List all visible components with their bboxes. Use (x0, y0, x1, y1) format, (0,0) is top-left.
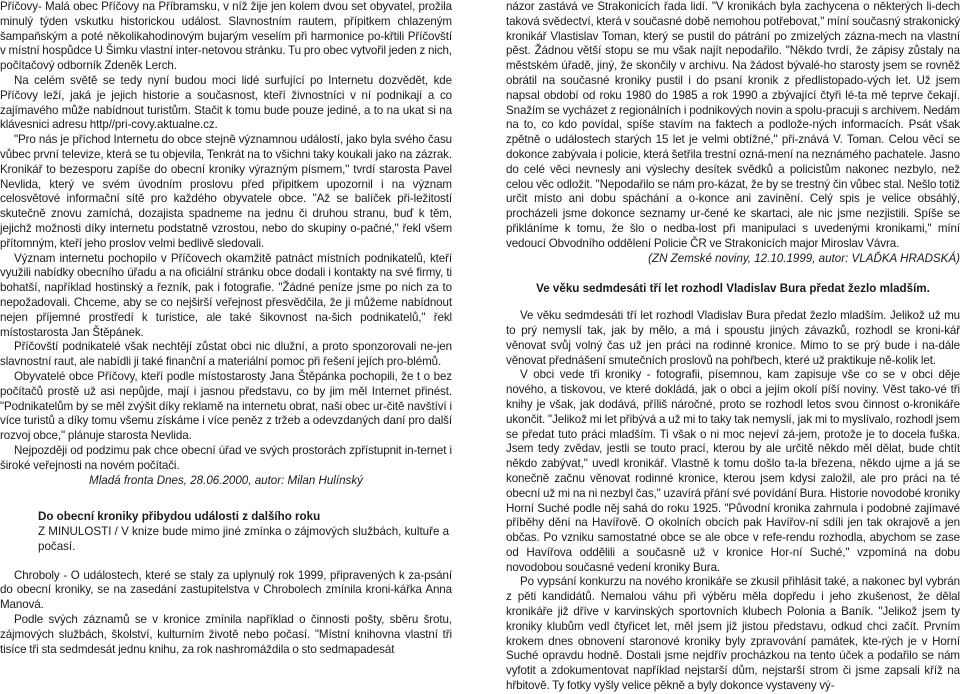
article-paragraph: Příčovští podnikatelé však nechtějí zůstat obci nic dlužní, a proto sponzorovali ne-jen slavnostní raut, ale nabídli ji také finanční a materiální pomoc při řešení jejích pro-blémů. (0, 340, 452, 369)
article-paragraph: Ve věku sedmdesáti tří let rozhodl Vladislav Bura předat žezlo mladším. Jelikož už mu to prý nemyslí tak, jak by mělo, a má i spoustu jiných závazků, rozhodl se kroni-kář věnovat svůj volný čas už jen práci na rodinné kronice. Mimo to se prý bude i na-dále věnovat přednášení smutečních proslovů na pohřbech, které už praktikuje ně-kolik let. (506, 309, 960, 367)
article-paragraph: Na celém světě se tedy nyní budou moci lidé surfující po Internetu dozvědět, kde Příčovy leží, jaká je jejich historie a současnost, kteří živnostníci v ní podnikají a co zajímavého může nabídnout turistům. Stačit k tomu bude pouze jediné, a to na ukat si na klávesnici adresu http//pri-covy.aktualne.cz. (0, 73, 452, 132)
section-title: Do obecní kroniky přibydou události z dalšího roku (38, 510, 321, 524)
article-signature: (ZN Zemské noviny, 12.10.1999, autor: VLAĎKA HRADSKÁ) (648, 251, 960, 265)
article-paragraph: "Pro nás je příchod Internetu do obce stejně významnou událostí, jako byla svého času vůbec první televize, která se tu objevila, Tenkrát na to všichni taky koukali jako na zázrak. Kronikář to bezesporu zapíše do obecní kroniky výrazným písmem," tvrdí starosta Pavel Nevlida, který ve svém úvodním proslovu před připitkem upozornil i na význam celosvětové informační sítě pro každého obyvatele obce. "Až se balíček při-ležitostí skutečně znovu zamíchá, dozajista spadneme na jednu či druhou stranu, buď k těm, jejichž možnosti díky internetu podstatně vzrostou, nebo do skupiny o-pačné," řekl všem přítomným, kteří jeho proslov velmi bedlivě sledovali. (0, 133, 452, 250)
left-column (0, 0, 452, 657)
article-paragraph: Obyvatelé obce Příčovy, kteří podle místostarosty Jana Štěpánka pochopili, že t o bez počítačů prostě už asi nepůjde, mají i jasnou představu, co by jim měl Internet přinést. "Podnikatelům by se měl zvýšit díky reklamě na internetu obrat, naši obec ur-čitě navštíví i více turistů a díky tomu všemu získáme i více peněz z tržeb a odevzdaných daní pro další rozvoj obce," plánuje starosta Nevlida. (0, 369, 452, 443)
right-column (506, 0, 960, 694)
article-paragraph: Po vypsání konkurzu na nového kronikáře se zkusil přihlásit také, a nakonec byl vybrán z pěti kandidátů. Nemalou váhu při výběru měla dopředu i jeho zkušenost, že dělal kronikáře již dříve v karvinských sportovních klubech Polonia a Baník. "Jelikož jsem ty kroniky klubům vedl čtyřicet let, měl jsem již jistou představu, odkud chci začít. Prvním krokem dnes obnovení staronové kroniky byly zpravování památek, kte-rých je v Horní Suché opravdu hodně. Dostali jsme nejdřív procházkou na tento úček a podařilo se nám vyfotit a zdokumentovat například nejstarší dům, nejstarší strom či jsme zapsali kříž na hřbitově. Ty fotky vyšly velice pěkně a byly dokonce vystaveny vý- (506, 575, 960, 693)
article-paragraph: V obci vede tři kroniky - fotografii, písemnou, kam zapisuje vše co se v obci děje nového, a tiskovou, ve které dokládá, jak o obci a jejím okolí píší noviny. Věst tako-vé tři knihy je však, jak dodává, příliš náročné, proto se rozhodl letos svou činnost o-kronikáře ukončit. "Jelikož mi let přibývá a už mi to taky tak nemyslí, jak mi to myslívalo, rozhodl jsem se předat tuto práci mladším. Ti však o ni moc nejeví zá-jem, protože je to docela fuška. Jsem tedy zvědav, jestli se touto prací, kterou by ale určitě někdo měl dělat, bude chtít někdo zabývat," uvedl kronikář. Vlastně k tomu došlo ta-la březena, někdo ujme a já se konečně začnu věnovat rodinné kronice, kterou jsem kdysi založil, ale pro práci na té obecní už mi na ni nezbyl čas," uzavírá přání své povídání Bura. Historie novodobé kroniky Horní Suché podle něj sahá do roku 1925. "Původní kronika zahrnula i podobné zajímavé příběhy dění na Havířově. O okolních obcích pak Havířov-ní sdíli jen tak okrajově a jen občas. Po vzniku samostatné obce se ale obce v refe-rendu rozhodla, abychom se zase od Havířova oddělili a současně už v kronice Hor-ní Suché," vzpomíná na dobu novodobou současné vedení kroniky Bura. (506, 368, 960, 574)
article-paragraph: Nejpozději od podzimu pak chce obecní úřad ve svých prostorách zpřístupnit in-ternet i široké veřejnosti na novém počítači. (0, 443, 452, 472)
article-paragraph: Význam internetu pochopilo v Příčovech okamžitě patnáct místních podnikatelů, kteří využili nabídky obecního úřadu a na oficiální stránku obce dodali i kontakty na své firmy, ti bohatší, například hostinský a řezník, pak i fotografie. "Žádné peníze jsme po nich za to nepožadovali. Chceme, aby se co nejširší veřejnost přesvědčila, že ji můžeme nabídnout nejen příjemné prostředí k turistice, ale také šikovnost na-šich podnikatelů," řekl místostarosta Jan Štěpánek. (0, 251, 452, 339)
article-intro: Příčovy- Malá obec Příčovy na Příbramsku, v níž žije jen kolem dvou set obyvatel, prožila minulý týden vskutku historickou událost. Slavnostním rautem, přípitkem chlazeným šampaňským a poté několikahodinovým bujarým veselím při harmonice po-křtili Příčovští v místní hospůdce U Šimku vlastní inter-netovou stránku. Tu pro obec vytvořil jeden z nich, počítačový odborník Zdeněk Lerch. (0, 0, 452, 73)
article-paragraph: názor zastává ve Strakonicích řada lidí. "V kronikách byla zachycena o některých li-dech taková svědectví, která v současné době nemohou potřebovat," míní současný strakonický kronikář Vlastislav Toman, který se pustil do pátrání po zmizelých zázna-mech na vlastní pěst. Žádnou větší stopu se mu však najít nepodařilo. "Někdo tvrdí, že zápisy zůstaly na městském úřadě, jiný, že skončily v archivu. Na žádost bývalé-ho starosty jsem se rovněž obrátil na současné kroniky pustil i do psaní kronik z předlistopado-vých let. Už jsem napsal období od roku 1980 do 1985 a rok 1990 a zbývající čtyři lé-ta mě teprve čekají. Snažím se vycházet z regionálních i podnikových novin a spolu-pracuji s archivem. Nedám na to, co kdo povídal, spíše stavím na faktech a podlože-ných informacích. Psát však zpětně o událostech starých 15 let je velmi obtížné," při-znává V. Toman. Celou věcí se dokonce zabývala i policie, která šetřila trestní ozná-mení na neznámého pachatele. Jasno do celé věci nevnesly ani výslechy desítek svědků a policistům nakonec nezbylo, než celou věc odložit. "Nepodařilo se nám pro-kázat, že by se trestný čin vůbec stal. Nešlo totiž určit místo ani dobu spáchání a o-konce ani zavinění. Celý spis je velice obsáhlý, procházeli jsme dokonce seznamy ur-čené ke skartaci, ale nic jsme nezjistili. Spíše se přikláníme k tomu, že šlo o nedba-lost při manipulaci s uvedenými kronikami," míní vedoucí Obvodního oddělení Policie ČR ve Strakonicích major Miroslav Vávra. (506, 0, 960, 250)
section-subtitle: Z MINULOSTI / V knize bude mimo jiné zmínka o zájmových službách, kultuře a počasí. (38, 525, 450, 553)
article-paragraph: Chroboly - O událostech, které se staly za uplynulý rok 1999, připravených k za-psání do obecní kroniky, se na zasedání zastupitelstva v Chrobolech zmínila kroni-kářka Anna Manová. (0, 568, 452, 612)
article-signature: Mladá fronta Dnes, 28.06.2000, autor: Milan Hulínský (89, 473, 363, 487)
article-paragraph: Podle svých záznamů se v kronice zmínila například o činnosti pošty, sběru šrotu, zájmových službách, školství, kulturním životě nebo počasí. "Místní knihovna vlastní tři tisíce tři sta sedmdesát jednu knihu, za rok nashromáždila o sto sedmapadesát (0, 613, 452, 656)
section-title: Ve věku sedmdesáti tří let rozhodl Vladislav Bura předat žezlo mladším. (536, 282, 930, 296)
